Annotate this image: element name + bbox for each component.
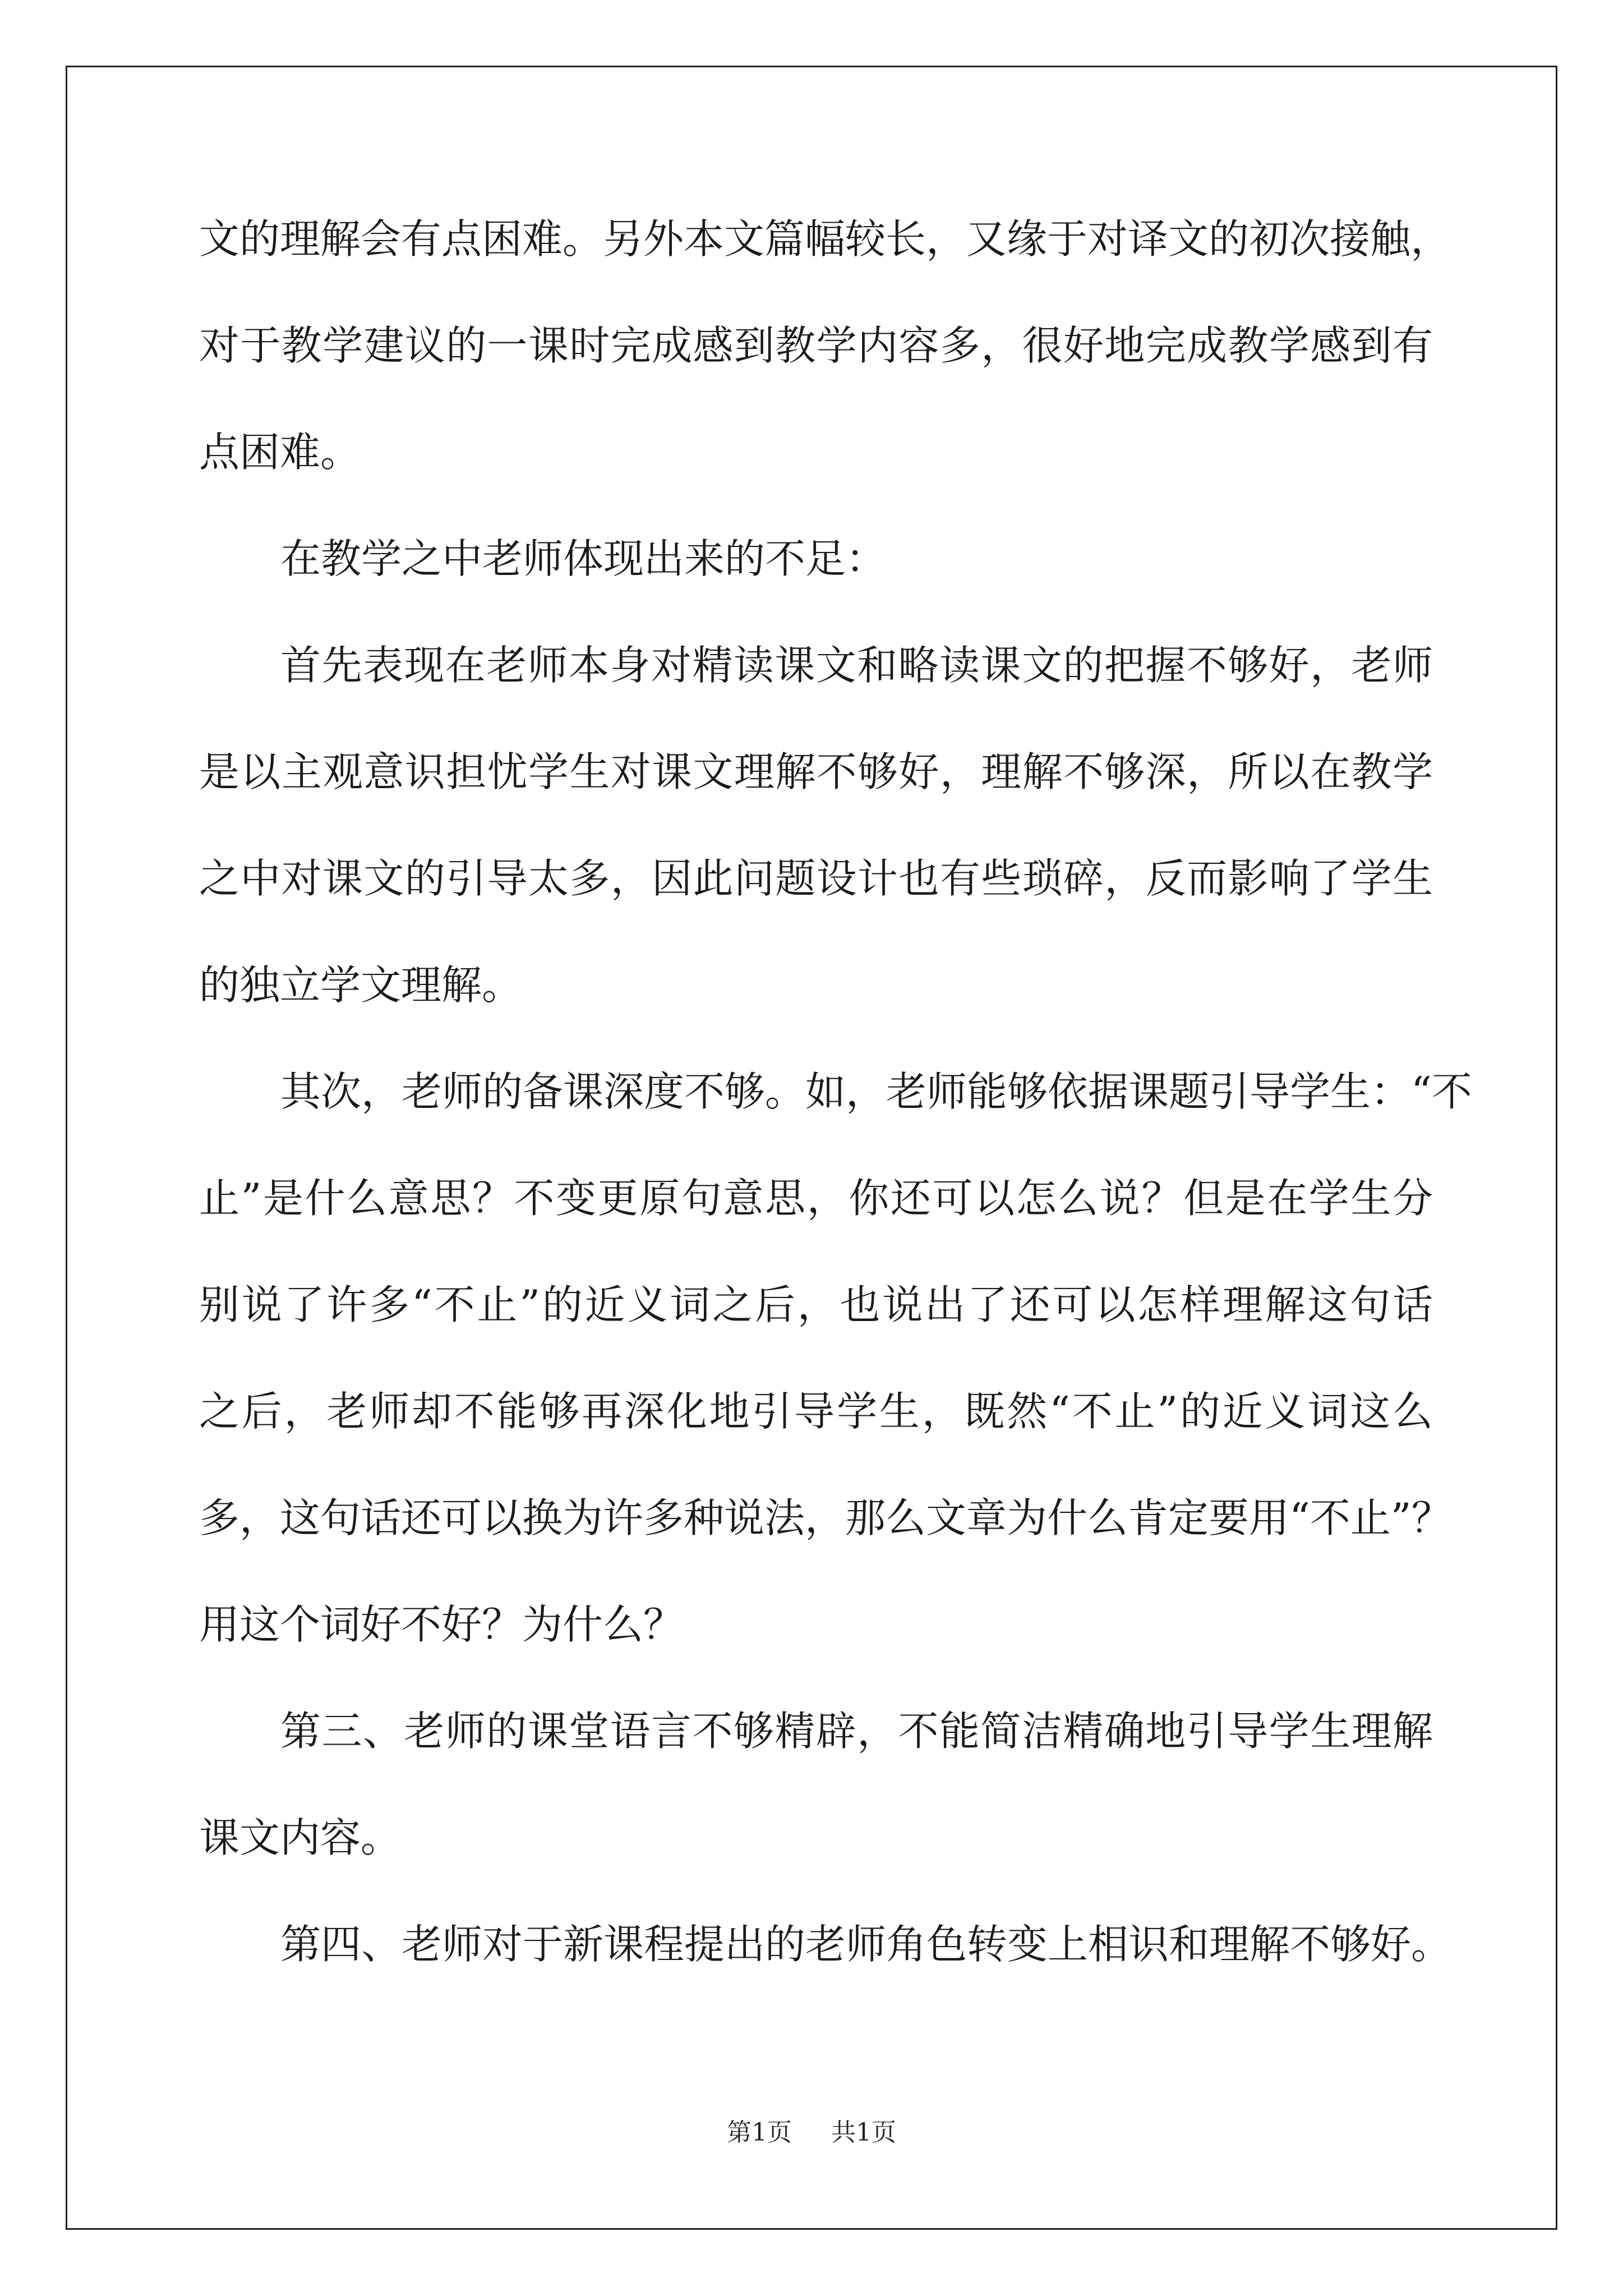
paragraph-line: 课文内容。 — [199, 1814, 402, 1861]
paragraph-line: 点困难。 — [199, 429, 361, 476]
paragraph-line: 的独立学文理解。 — [199, 961, 523, 1009]
paragraph-line: 对于教学建议的一课时完成感到教学内容多，很好地完成教学感到有 — [199, 322, 1433, 369]
paragraph-line: 首先表现在老师本身对精读课文和略读课文的把握不够好，老师 — [280, 642, 1433, 689]
paragraph-line: 止”是什么意思？不变更原句意思，你还可以怎么说？但是在学生分 — [199, 1175, 1433, 1222]
paragraph-line: 是以主观意识担忧学生对课文理解不够好，理解不够深，所以在教学 — [199, 748, 1433, 795]
paragraph-line: 之后，老师却不能够再深化地引导学生，既然“不止”的近义词这么 — [199, 1388, 1433, 1435]
paragraph-line: 别说了许多“不止”的近义词之后，也说出了还可以怎样理解这句话 — [199, 1281, 1433, 1328]
page-number: 第1页 — [727, 2118, 792, 2147]
document-body — [199, 215, 1472, 2031]
paragraph-line: 在教学之中老师体现出来的不足： — [280, 535, 887, 582]
paragraph-line: 第三、老师的课堂语言不够精辟，不能简洁精确地引导学生理解 — [280, 1708, 1433, 1755]
paragraph-line: 文的理解会有点困难。另外本文篇幅较长，又缘于对译文的初次接触， — [199, 215, 1451, 263]
paragraph-line: 第四、老师对于新课程提出的老师角色转变上相识和理解不够好。 — [280, 1921, 1452, 1968]
paragraph-line: 之中对课文的引导太多，因此问题设计也有些琐碎，反而影响了学生 — [199, 855, 1433, 902]
paragraph-line: 多，这句话还可以换为许多种说法，那么文章为什么肯定要用“不止”？ — [199, 1494, 1452, 1542]
page-footer — [0, 2112, 1623, 2148]
paragraph-line: 用这个词好不好？为什么？ — [199, 1601, 684, 1648]
paragraph-line: 其次，老师的备课深度不够。如，老师能够依据课题引导学生：“不 — [280, 1068, 1472, 1115]
page-total: 共1页 — [831, 2118, 896, 2147]
